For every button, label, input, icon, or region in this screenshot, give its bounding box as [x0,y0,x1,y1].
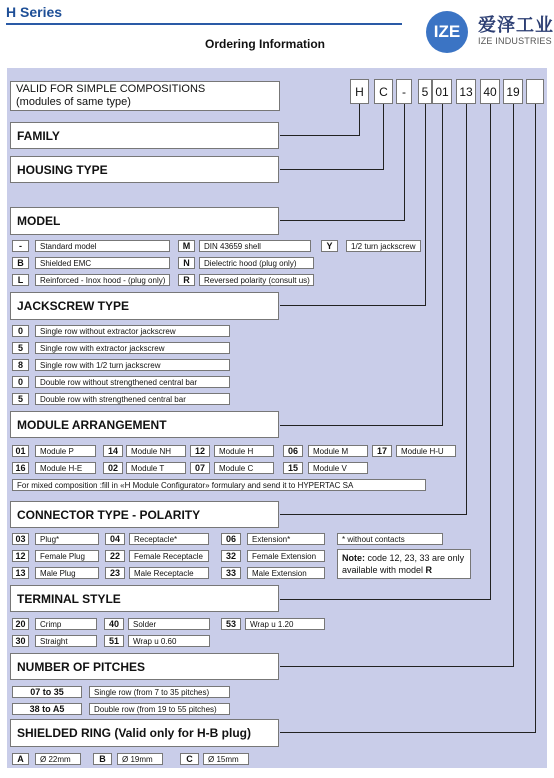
option-label: Extension* [247,533,325,545]
code-box-shield [526,79,544,104]
option-label: DIN 43659 shell [199,240,311,252]
option-code: 23 [105,567,125,579]
connector-line [280,666,514,667]
option-label: Single row with extractor jackscrew [35,342,230,354]
option-code: 38 to A5 [12,703,82,715]
option-code: 0 [12,376,29,388]
option-label: Straight [35,635,97,647]
option-label: Module P [35,445,96,457]
option-code: 15 [283,462,303,474]
code-box-jackscrew: 5 [418,79,432,104]
option-code: 06 [221,533,241,545]
code-box-module: 01 [432,79,452,104]
code-box-model: - [396,79,412,104]
option-code: 14 [103,445,123,457]
code-box-terminal: 40 [480,79,500,104]
option-label: Dielectric hood (plug only) [199,257,314,269]
section-pitches: NUMBER OF PITCHES [10,653,279,680]
connector-line [425,104,426,305]
option-label: Reinforced - Inox hood - (plug only) [35,274,170,286]
note-text: code 12, 23, 33 are only available with model [342,553,465,575]
option-label: Wrap u 0.60 [128,635,210,647]
connector-line [280,425,443,426]
option-label: Ø 15mm [203,753,249,765]
page-title: Ordering Information [205,37,325,51]
code-box-connector: 13 [456,79,476,104]
option-code: B [93,753,112,765]
connector-line [359,104,360,135]
note-label: Note: [342,553,365,563]
option-code: 51 [104,635,124,647]
connector-line [280,599,491,600]
option-label: Receptacle* [129,533,209,545]
option-label: Standard model [35,240,170,252]
option-code: 16 [12,462,29,474]
connector-line [466,104,467,514]
connector-line [383,104,384,169]
option-label: Female Extension [247,550,325,562]
option-code: 33 [221,567,241,579]
connector-line [280,732,536,733]
valid-box [10,81,280,111]
option-code: 5 [12,393,29,405]
option-label: Female Receptacle [129,550,209,562]
option-label: Module M [308,445,368,457]
option-label: Shielded EMC [35,257,170,269]
connector-line [404,104,405,220]
note-model: R [425,565,433,575]
option-code: 02 [103,462,123,474]
option-code: 32 [221,550,241,562]
option-code: 07 to 35 [12,686,82,698]
option-label: Plug* [35,533,99,545]
option-code: 30 [12,635,29,647]
option-code: M [178,240,195,252]
connector-line [280,135,360,136]
option-code: 07 [190,462,210,474]
option-label: Module V [308,462,368,474]
module-note: For mixed composition :fill in «H Module Configurator» formulary and send it to HYPERTAC SA [12,479,426,491]
option-label: Double row with strengthened central bar [35,393,230,405]
option-code: 0 [12,325,29,337]
option-code: 22 [105,550,125,562]
connector-line [490,104,491,600]
option-code: 40 [104,618,124,630]
option-label: Solder [128,618,210,630]
option-label: Double row without strengthened central bar [35,376,230,388]
option-code: Y [321,240,338,252]
option-label: Crimp [35,618,97,630]
code-box-family: H [350,79,369,104]
connector-line [280,220,405,221]
option-code: C [180,753,199,765]
section-family: FAMILY [10,122,279,149]
connector-line [513,104,514,667]
connector-line [280,305,426,306]
code-box-pitches: 19 [503,79,523,104]
option-code: 17 [372,445,392,457]
option-label: Double row (from 19 to 55 pitches) [89,703,230,715]
option-code: 13 [12,567,29,579]
option-code: 20 [12,618,29,630]
option-label: Module C [214,462,274,474]
logo-en-text: IZE INDUSTRIES [478,36,552,46]
connector-note [337,549,471,579]
option-label: Reversed polarity (consult us) [199,274,314,286]
option-label: Single row (from 7 to 35 pitches) [89,686,230,698]
option-code: B [12,257,29,269]
option-code: 04 [105,533,125,545]
option-label: Module H [214,445,274,457]
option-label: Male Receptacle [129,567,209,579]
valid-line1: VALID FOR SIMPLE COMPOSITIONS [16,83,206,95]
section-connector: CONNECTOR TYPE - POLARITY [10,501,279,528]
option-code: 12 [190,445,210,457]
connector-line [280,514,467,515]
connector-footnote: * without contacts [337,533,443,545]
option-code: L [12,274,29,286]
option-label: Male Plug [35,567,99,579]
header-rule [6,23,402,25]
code-box-housing: C [374,79,393,104]
option-label: Module NH [126,445,186,457]
option-code: 01 [12,445,29,457]
option-code: A [12,753,29,765]
section-jackscrew: JACKSCREW TYPE [10,292,279,320]
option-code: 12 [12,550,29,562]
connector-line [442,104,443,425]
section-module: MODULE ARRANGEMENT [10,411,279,438]
section-terminal: TERMINAL STYLE [10,585,279,612]
option-code: 06 [283,445,303,457]
section-shield: SHIELDED RING (Valid only for H-B plug) [10,719,279,747]
option-code: 53 [221,618,241,630]
option-label: Single row without extractor jackscrew [35,325,230,337]
option-label: Ø 19mm [117,753,163,765]
option-code: R [178,274,195,286]
option-code: 5 [12,342,29,354]
option-label: Module H-E [35,462,96,474]
option-code: 03 [12,533,29,545]
option-label: Wrap u 1.20 [245,618,325,630]
connector-line [280,169,384,170]
logo-icon: IZE [426,11,468,53]
option-label: Female Plug [35,550,99,562]
option-code: 8 [12,359,29,371]
option-code: - [12,240,29,252]
section-model: MODEL [10,207,279,235]
option-label: Ø 22mm [35,753,81,765]
valid-line2: (modules of same type) [16,96,131,108]
option-code: N [178,257,195,269]
option-label: 1/2 turn jackscrew [346,240,421,252]
section-housing: HOUSING TYPE [10,156,279,183]
option-label: Module H-U [396,445,456,457]
option-label: Male Extension [247,567,325,579]
logo-cn-text: 爱泽工业 [478,15,554,35]
series-title: H Series [6,4,63,20]
option-label: Module T [126,462,186,474]
connector-line [535,104,536,733]
option-label: Single row with 1/2 turn jackscrew [35,359,230,371]
